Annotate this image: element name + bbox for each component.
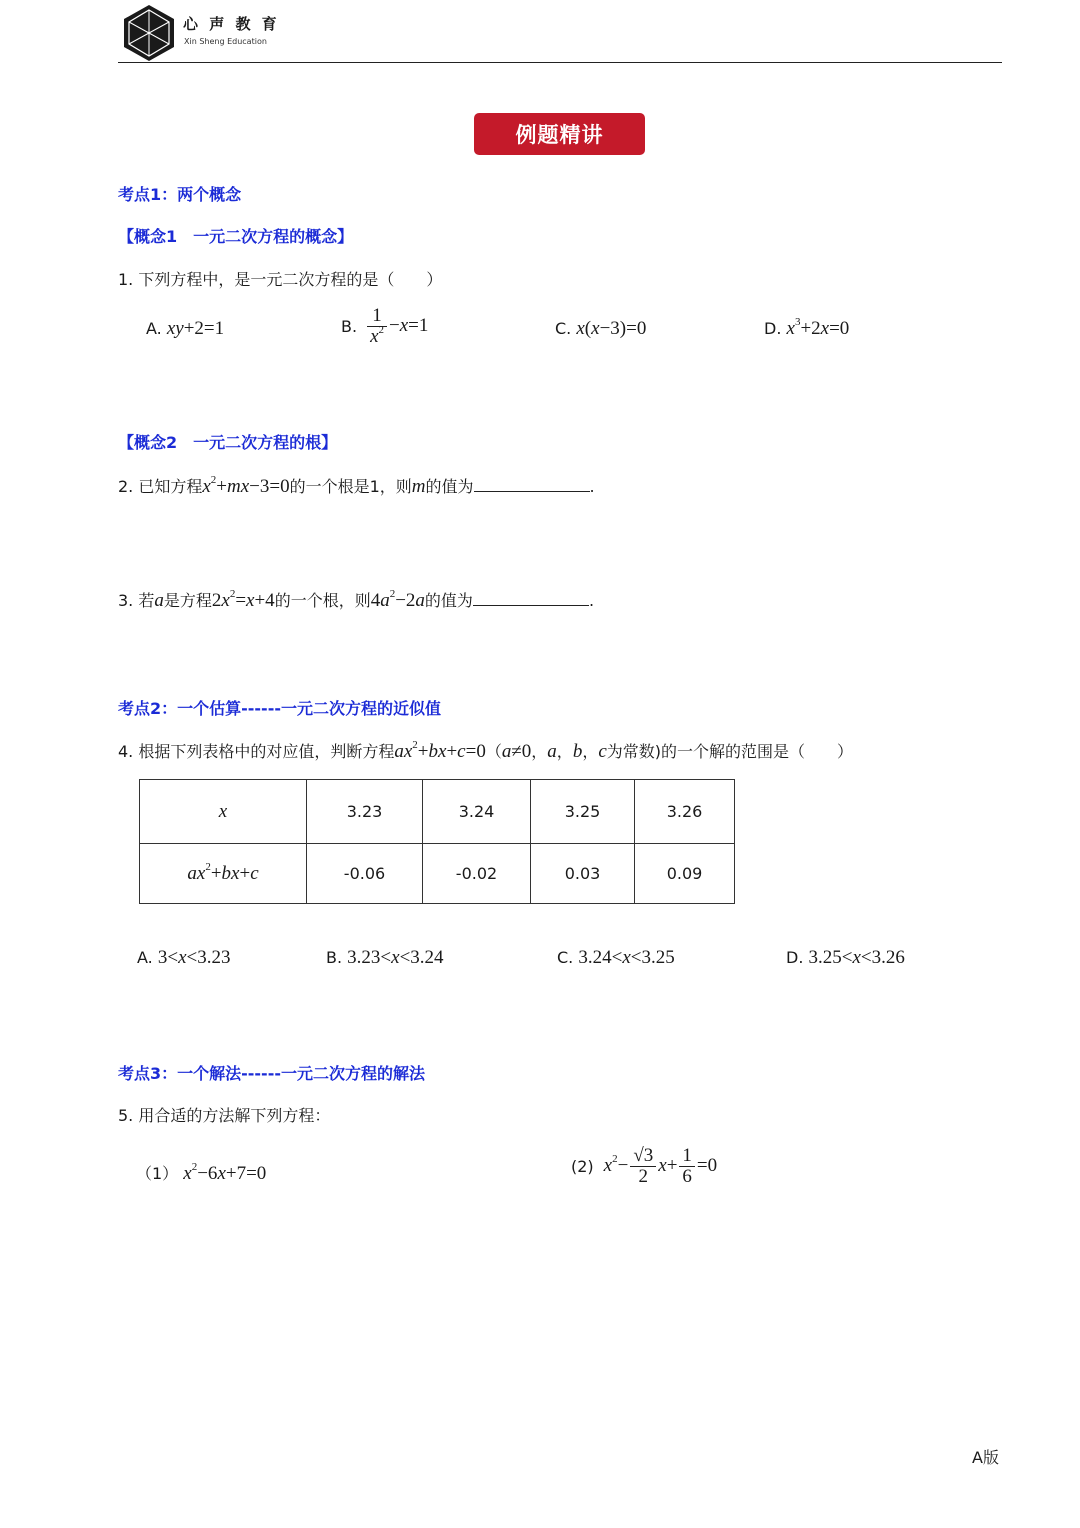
logo — [122, 4, 176, 62]
topic-2-title: 考点2：一个估算------一元二次方程的近似值 — [118, 699, 441, 718]
table-cell: 0.03 — [531, 844, 635, 904]
q1-option-b-expr: $\frac{1}{x^2}$ −x=1 — [365, 306, 428, 347]
concept-1-title: 【概念1 一元二次方程的概念】 — [118, 227, 354, 246]
question-1-stem: 1. 下列方程中，是一元二次方程的是（ ） — [118, 270, 443, 289]
answer-blank[interactable] — [473, 589, 589, 606]
table-header-x: x — [140, 780, 307, 844]
brand-name-cn: 心 声 教 育 — [183, 15, 280, 33]
topic-3-title: 考点3：一个解法------一元二次方程的解法 — [118, 1064, 425, 1083]
q1-option-d-expr: $x^3+2x=0$ — [786, 316, 850, 339]
q1-option-a: A. xy+2=1 — [146, 318, 225, 339]
table-cell: -0.06 — [307, 844, 423, 904]
table-cell: 3.26 — [635, 780, 735, 844]
answer-blank[interactable] — [474, 475, 590, 492]
q1-option-d: D. $x^3+2x=0$ — [764, 316, 850, 339]
table-row — [140, 780, 735, 844]
q1-option-b: B. $\frac{1}{x^2}$ −x=1 — [341, 305, 429, 347]
version-label: A版 — [972, 1448, 999, 1467]
q4-option-a: A. 3<x<3.23 — [137, 947, 231, 968]
q1-option-a-expr: xy+2=1 — [166, 318, 225, 339]
table-header-expr: $ax^2+bx+c$ — [140, 844, 307, 904]
q1-option-c-expr: x(x−3)=0 — [576, 318, 647, 339]
q5-part-1: （1） $x^2-6x+7=0$ — [136, 1161, 267, 1184]
topic-1-title: 考点1：两个概念 — [118, 185, 242, 204]
hexagon-cube-icon — [122, 4, 176, 62]
table-cell: 3.25 — [531, 780, 635, 844]
q5-part-2: (2) $x^2-$ $\frac{√3}{2}$ x+ $\frac{1}{6}$ =0 — [571, 1145, 718, 1187]
q4-option-b: B. 3.23<x<3.24 — [326, 947, 444, 968]
table-cell: 3.24 — [423, 780, 531, 844]
banner-label: 例题精讲 — [515, 123, 604, 147]
table-row — [140, 844, 735, 904]
question-3: 3. 若a是方程$2x^2=x+4$的一个根，则$4a^2-2a$的值为 . — [118, 588, 595, 611]
brand-name-en: Xin Sheng Education — [184, 37, 267, 46]
table-cell: -0.02 — [423, 844, 531, 904]
question-4-stem: 4. 根据下列表格中的对应值，判断方程$ax^2+bx+c=0(a\ne 0$，a，b，c为常数)的一个解的范围是（ ） — [118, 739, 854, 762]
question-2: 2. 已知方程$x^2+mx-3=0$的一个根是1，则m的值为 . — [118, 474, 595, 497]
table-cell: 0.09 — [635, 844, 735, 904]
header-rule — [118, 62, 1002, 63]
q4-option-c: C. 3.24<x<3.25 — [557, 947, 675, 968]
value-table — [139, 779, 735, 904]
question-5-stem: 5. 用合适的方法解下列方程： — [118, 1106, 331, 1125]
section-banner — [474, 113, 645, 155]
q1-option-c: C. x(x−3)=0 — [555, 318, 647, 339]
q4-option-d: D. 3.25<x<3.26 — [786, 947, 905, 968]
table-cell: 3.23 — [307, 780, 423, 844]
concept-2-title: 【概念2 一元二次方程的根】 — [118, 433, 338, 452]
